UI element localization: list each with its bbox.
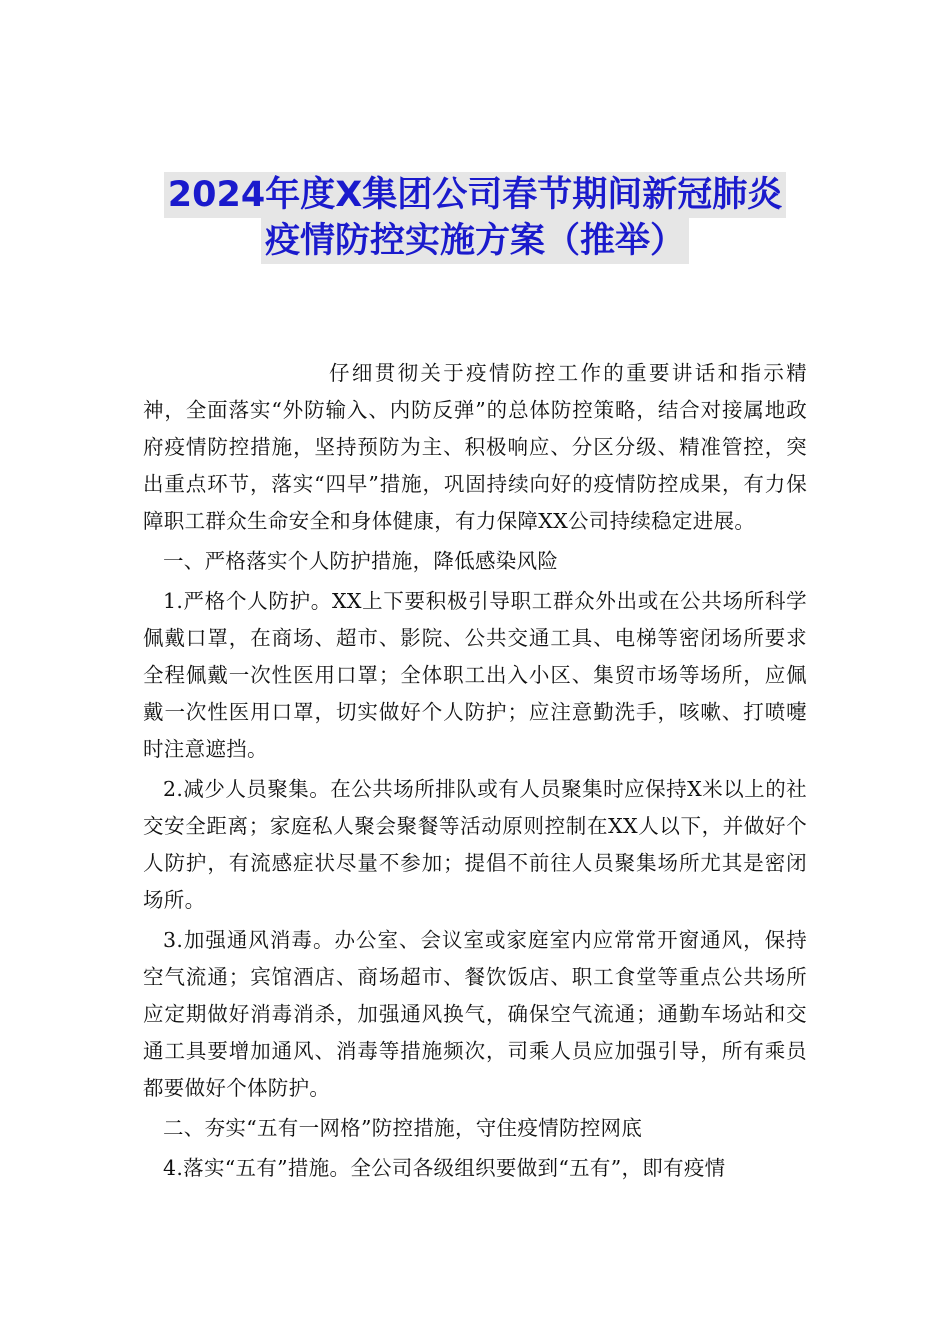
intro-paragraph: 仔细贯彻关于疫情防控工作的重要讲话和指示精神，全面落实“外防输入、内防反弹”的总体防控策略，结合对接属地政府疫情防控措施，坚持预防为主、积极响应、分区分级、精准管控，突出重点环节，落实“四早”措施，巩固持续向好的疫情防控成果，有力保障职工群众生命安全和身体健康，有力保障XX公司持续稳定进展。	[143, 361, 807, 533]
section-heading-2: 二、夯实“五有一网格”防控措施，守住疫情防控网底	[163, 1116, 643, 1140]
section-heading-1: 一、严格落实个人防护措施，降低感染风险	[163, 549, 559, 573]
item-paragraph-1: 1.严格个人防护。XX上下要积极引导职工群众外出或在公共场所科学佩戴口罩，在商场、超市、影院、公共交通工具、电梯等密闭场所要求全程佩戴一次性医用口罩；全体职工出入小区、集贸市场等场所，应佩戴一次性医用口罩，切实做好个人防护；应注意勤洗手，咳嗽、打喷嚏时注意遮挡。	[143, 589, 807, 761]
title-line-2: 疫情防控实施方案（推举）	[261, 218, 689, 264]
item-paragraph-3: 3.加强通风消毒。办公室、会议室或家庭室内应常常开窗通风，保持空气流通；宾馆酒店、商场超市、餐饮饭店、职工食堂等重点公共场所应定期做好消毒消杀，加强通风换气，确保空气流通；通勤车场站和交通工具要增加通风、消毒等措施频次，司乘人员应加强引导，所有乘员都要做好个体防护。	[143, 928, 807, 1100]
item-paragraph-4: 4.落实“五有”措施。全公司各级组织要做到“五有”，即有疫情	[163, 1156, 726, 1180]
document-title	[120, 172, 830, 264]
document-body	[143, 355, 807, 1187]
item-paragraph-2: 2.减少人员聚集。在公共场所排队或有人员聚集时应保持X米以上的社交安全距离；家庭私人聚会聚餐等活动原则控制在XX人以下，并做好个人防护，有流感症状尽量不参加；提倡不前往人员聚集场所尤其是密闭场所。	[143, 777, 807, 912]
title-line-1: 2024年度X集团公司春节期间新冠肺炎	[164, 172, 786, 218]
